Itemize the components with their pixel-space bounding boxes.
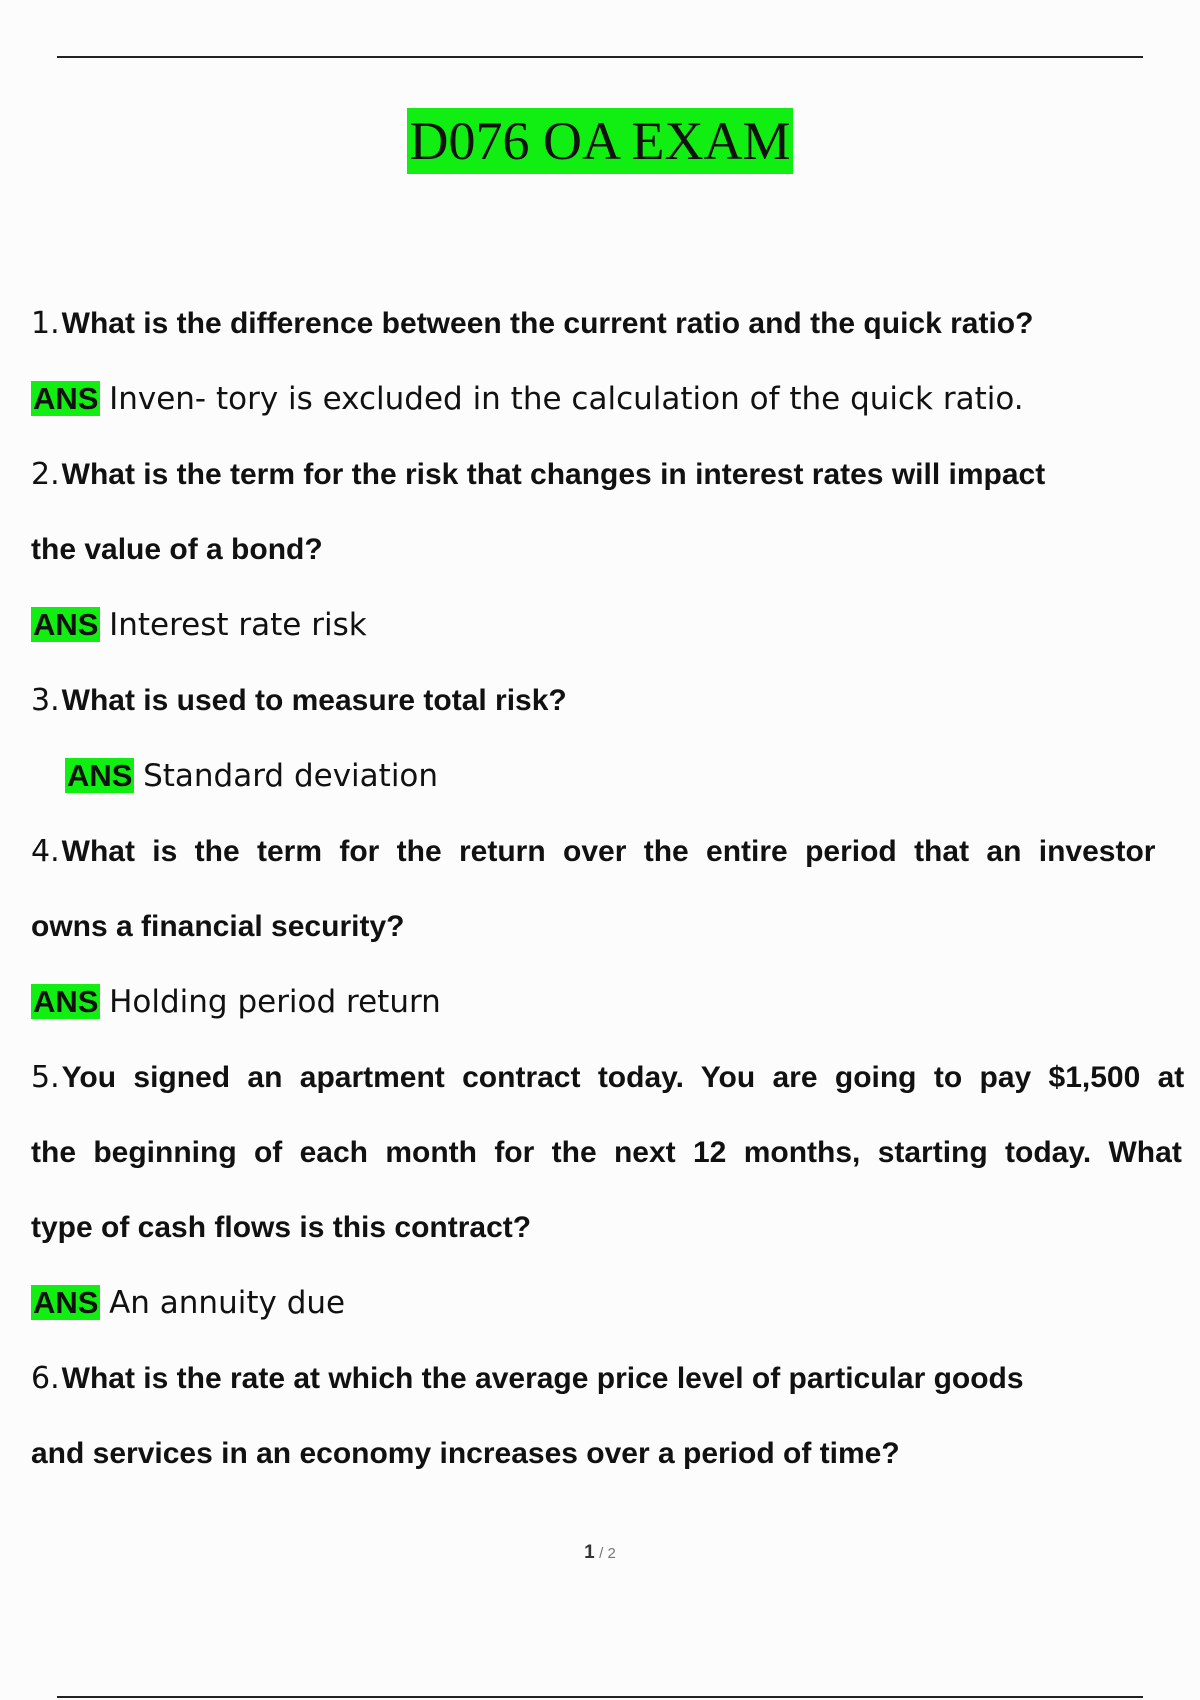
question-number: 4. (31, 834, 60, 869)
question-3 (31, 663, 1200, 738)
ans-label: ANS (33, 1285, 99, 1320)
answer-text: An annuity due (109, 1285, 346, 1321)
answer-4 (31, 964, 1200, 1040)
question-5-continued: the beginning of each month for the next 12 months, starting today. What (31, 1136, 1182, 1169)
question-2 (31, 437, 1200, 512)
answer-text: Standard deviation (143, 758, 439, 794)
question-number: 5. (31, 1060, 60, 1095)
bottom-rule (57, 1696, 1143, 1698)
question-6-continued: and services in an economy increases over a period of time? (31, 1437, 900, 1470)
answer-2 (31, 587, 1200, 663)
question-text: You signed an apartment contract today. You are going to pay $1,500 at (61, 1061, 1185, 1094)
answer-text: Holding period return (109, 984, 441, 1020)
question-text: What is the term for the return over the entire period that an investor (61, 835, 1156, 868)
title-container (0, 108, 1200, 174)
answer-text: Inven- tory is excluded in the calculation of the quick ratio. (109, 381, 1024, 417)
top-rule (57, 56, 1143, 58)
question-5 (31, 1040, 1200, 1115)
document-title: D076 OA EXAM (407, 108, 792, 174)
question-number: 6. (31, 1361, 60, 1396)
question-1 (31, 286, 1200, 361)
question-5-continued-2: type of cash flows is this contract? (31, 1211, 532, 1244)
current-page: 1 (584, 1542, 595, 1563)
question-text: What is the rate at which the average price level of particular goods (61, 1362, 1024, 1395)
total-pages: / 2 (599, 1545, 616, 1562)
question-number: 1. (31, 306, 60, 341)
question-list (31, 286, 1200, 1491)
ans-label: ANS (33, 381, 99, 416)
question-4 (31, 814, 1200, 889)
question-text: What is the difference between the current ratio and the quick ratio? (61, 307, 1034, 340)
answer-1 (31, 361, 1200, 437)
question-number: 3. (31, 683, 60, 718)
page-indicator (0, 1542, 1200, 1564)
question-number: 2. (31, 457, 60, 492)
answer-3 (31, 738, 1200, 814)
answer-5 (31, 1265, 1200, 1341)
question-6 (31, 1341, 1200, 1416)
ans-label: ANS (33, 984, 99, 1019)
question-4-continued: owns a financial security? (31, 910, 405, 943)
ans-label: ANS (67, 758, 133, 793)
question-2-continued: the value of a bond? (31, 533, 323, 566)
question-text: What is the term for the risk that changes in interest rates will impact (61, 458, 1046, 491)
question-text: What is used to measure total risk? (61, 684, 567, 717)
answer-text: Interest rate risk (109, 607, 367, 643)
ans-label: ANS (33, 607, 99, 642)
